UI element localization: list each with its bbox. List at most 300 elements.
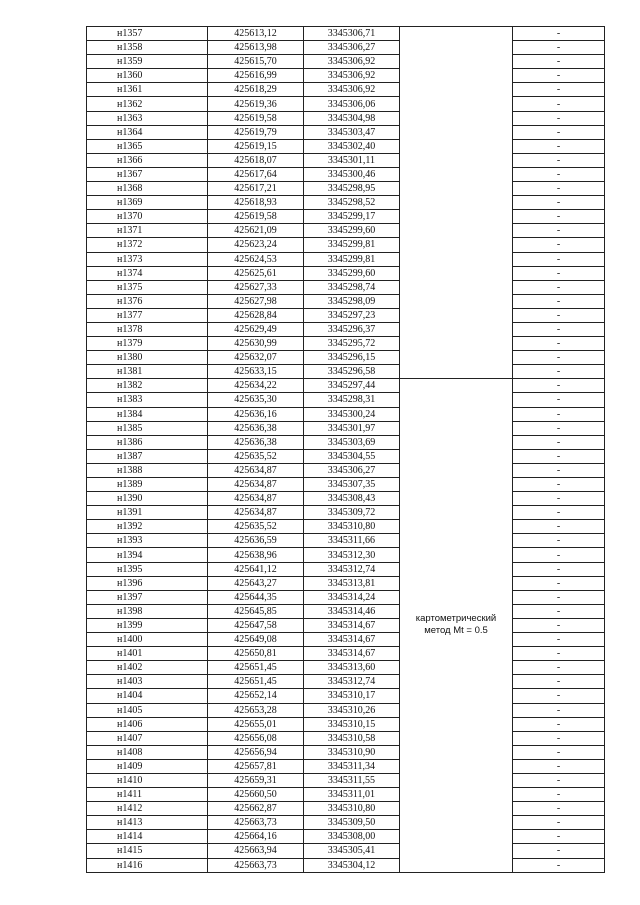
- y-coordinate-cell: 3345308,00: [304, 830, 400, 844]
- error-cell: -: [513, 125, 605, 139]
- x-coordinate-cell: 425613,98: [208, 41, 304, 55]
- error-cell: -: [513, 731, 605, 745]
- x-coordinate-cell: 425634,87: [208, 478, 304, 492]
- table-row: [87, 196, 605, 210]
- y-coordinate-cell: 3345296,58: [304, 365, 400, 379]
- error-cell: -: [513, 182, 605, 196]
- error-cell: -: [513, 816, 605, 830]
- point-name-cell: н1365: [87, 139, 208, 153]
- x-coordinate-cell: 425641,12: [208, 562, 304, 576]
- point-name-cell: н1384: [87, 407, 208, 421]
- point-name-cell: н1394: [87, 548, 208, 562]
- y-coordinate-cell: 3345300,46: [304, 167, 400, 181]
- y-coordinate-cell: 3345306,27: [304, 463, 400, 477]
- error-cell: -: [513, 745, 605, 759]
- table-row: [87, 449, 605, 463]
- table-row: [87, 562, 605, 576]
- y-coordinate-cell: 3345310,80: [304, 520, 400, 534]
- table-row: [87, 280, 605, 294]
- point-name-cell: н1358: [87, 41, 208, 55]
- table-row: [87, 27, 605, 41]
- table-row: [87, 139, 605, 153]
- y-coordinate-cell: 3345304,55: [304, 449, 400, 463]
- y-coordinate-cell: 3345309,50: [304, 816, 400, 830]
- x-coordinate-cell: 425634,87: [208, 463, 304, 477]
- x-coordinate-cell: 425619,79: [208, 125, 304, 139]
- point-name-cell: н1375: [87, 280, 208, 294]
- x-coordinate-cell: 425660,50: [208, 788, 304, 802]
- y-coordinate-cell: 3345303,47: [304, 125, 400, 139]
- y-coordinate-cell: 3345310,15: [304, 717, 400, 731]
- point-name-cell: н1376: [87, 294, 208, 308]
- x-coordinate-cell: 425619,15: [208, 139, 304, 153]
- point-name-cell: н1363: [87, 111, 208, 125]
- x-coordinate-cell: 425633,15: [208, 365, 304, 379]
- error-cell: -: [513, 858, 605, 872]
- table-row: [87, 773, 605, 787]
- point-name-cell: н1373: [87, 252, 208, 266]
- error-cell: -: [513, 224, 605, 238]
- error-cell: -: [513, 506, 605, 520]
- x-coordinate-cell: 425616,99: [208, 69, 304, 83]
- x-coordinate-cell: 425613,12: [208, 27, 304, 41]
- table-row: [87, 308, 605, 322]
- y-coordinate-cell: 3345297,23: [304, 308, 400, 322]
- y-coordinate-cell: 3345296,15: [304, 351, 400, 365]
- x-coordinate-cell: 425651,45: [208, 661, 304, 675]
- table-row: [87, 830, 605, 844]
- y-coordinate-cell: 3345310,26: [304, 703, 400, 717]
- x-coordinate-cell: 425649,08: [208, 633, 304, 647]
- table-row: [87, 41, 605, 55]
- table-row: [87, 238, 605, 252]
- error-cell: -: [513, 266, 605, 280]
- y-coordinate-cell: 3345306,06: [304, 97, 400, 111]
- table-row: [87, 125, 605, 139]
- y-coordinate-cell: 3345306,27: [304, 41, 400, 55]
- x-coordinate-cell: 425634,87: [208, 492, 304, 506]
- error-cell: -: [513, 139, 605, 153]
- x-coordinate-cell: 425625,61: [208, 266, 304, 280]
- point-name-cell: н1391: [87, 506, 208, 520]
- table-row: [87, 182, 605, 196]
- point-name-cell: н1381: [87, 365, 208, 379]
- y-coordinate-cell: 3345306,92: [304, 55, 400, 69]
- point-name-cell: н1396: [87, 576, 208, 590]
- y-coordinate-cell: 3345310,80: [304, 802, 400, 816]
- point-name-cell: н1408: [87, 745, 208, 759]
- point-name-cell: н1360: [87, 69, 208, 83]
- table-row: [87, 675, 605, 689]
- x-coordinate-cell: 425655,01: [208, 717, 304, 731]
- table-row: [87, 759, 605, 773]
- table-row: [87, 618, 605, 632]
- error-cell: -: [513, 365, 605, 379]
- point-name-cell: н1362: [87, 97, 208, 111]
- point-name-cell: н1359: [87, 55, 208, 69]
- point-name-cell: н1397: [87, 590, 208, 604]
- x-coordinate-cell: 425623,24: [208, 238, 304, 252]
- point-name-cell: н1382: [87, 379, 208, 393]
- point-name-cell: н1402: [87, 661, 208, 675]
- y-coordinate-cell: 3345312,74: [304, 675, 400, 689]
- error-cell: -: [513, 675, 605, 689]
- coordinates-table-body: [87, 27, 605, 873]
- x-coordinate-cell: 425619,58: [208, 210, 304, 224]
- y-coordinate-cell: 3345311,66: [304, 534, 400, 548]
- table-row: [87, 647, 605, 661]
- point-name-cell: н1374: [87, 266, 208, 280]
- y-coordinate-cell: 3345314,67: [304, 618, 400, 632]
- x-coordinate-cell: 425636,16: [208, 407, 304, 421]
- error-cell: -: [513, 196, 605, 210]
- error-cell: -: [513, 576, 605, 590]
- table-row: [87, 506, 605, 520]
- point-name-cell: н1372: [87, 238, 208, 252]
- error-cell: -: [513, 689, 605, 703]
- x-coordinate-cell: 425647,58: [208, 618, 304, 632]
- table-row: [87, 337, 605, 351]
- error-cell: -: [513, 294, 605, 308]
- x-coordinate-cell: 425657,81: [208, 759, 304, 773]
- table-row: [87, 534, 605, 548]
- y-coordinate-cell: 3345306,92: [304, 69, 400, 83]
- x-coordinate-cell: 425617,64: [208, 167, 304, 181]
- point-name-cell: н1398: [87, 604, 208, 618]
- table-row: [87, 421, 605, 435]
- y-coordinate-cell: 3345314,46: [304, 604, 400, 618]
- error-cell: -: [513, 830, 605, 844]
- method-cell: картометрический метод Mt = 0.5: [400, 379, 513, 872]
- error-cell: -: [513, 210, 605, 224]
- x-coordinate-cell: 425636,38: [208, 435, 304, 449]
- y-coordinate-cell: 3345305,41: [304, 844, 400, 858]
- table-row: [87, 478, 605, 492]
- x-coordinate-cell: 425659,31: [208, 773, 304, 787]
- point-name-cell: н1378: [87, 322, 208, 336]
- table-row: [87, 858, 605, 872]
- table-row: [87, 294, 605, 308]
- table-row: [87, 745, 605, 759]
- point-name-cell: н1410: [87, 773, 208, 787]
- y-coordinate-cell: 3345304,98: [304, 111, 400, 125]
- point-name-cell: н1409: [87, 759, 208, 773]
- error-cell: -: [513, 407, 605, 421]
- x-coordinate-cell: 425651,45: [208, 675, 304, 689]
- y-coordinate-cell: 3345298,31: [304, 393, 400, 407]
- x-coordinate-cell: 425644,35: [208, 590, 304, 604]
- x-coordinate-cell: 425635,30: [208, 393, 304, 407]
- table-row: [87, 111, 605, 125]
- error-cell: -: [513, 27, 605, 41]
- y-coordinate-cell: 3345295,72: [304, 337, 400, 351]
- point-name-cell: н1370: [87, 210, 208, 224]
- table-row: [87, 717, 605, 731]
- table-row: [87, 393, 605, 407]
- x-coordinate-cell: 425663,73: [208, 858, 304, 872]
- y-coordinate-cell: 3345304,12: [304, 858, 400, 872]
- table-row: [87, 576, 605, 590]
- point-name-cell: н1393: [87, 534, 208, 548]
- y-coordinate-cell: 3345296,37: [304, 322, 400, 336]
- error-cell: -: [513, 308, 605, 322]
- error-cell: -: [513, 590, 605, 604]
- error-cell: -: [513, 153, 605, 167]
- table-row: [87, 661, 605, 675]
- y-coordinate-cell: 3345313,81: [304, 576, 400, 590]
- point-name-cell: н1412: [87, 802, 208, 816]
- point-name-cell: н1386: [87, 435, 208, 449]
- y-coordinate-cell: 3345299,81: [304, 238, 400, 252]
- error-cell: -: [513, 41, 605, 55]
- table-row: [87, 224, 605, 238]
- error-cell: -: [513, 492, 605, 506]
- x-coordinate-cell: 425645,85: [208, 604, 304, 618]
- point-name-cell: н1416: [87, 858, 208, 872]
- y-coordinate-cell: 3345298,74: [304, 280, 400, 294]
- error-cell: -: [513, 618, 605, 632]
- x-coordinate-cell: 425664,16: [208, 830, 304, 844]
- y-coordinate-cell: 3345297,44: [304, 379, 400, 393]
- error-cell: -: [513, 478, 605, 492]
- point-name-cell: н1414: [87, 830, 208, 844]
- table-row: [87, 153, 605, 167]
- point-name-cell: н1383: [87, 393, 208, 407]
- point-name-cell: н1390: [87, 492, 208, 506]
- point-name-cell: н1388: [87, 463, 208, 477]
- x-coordinate-cell: 425617,21: [208, 182, 304, 196]
- table-row: [87, 633, 605, 647]
- x-coordinate-cell: 425621,09: [208, 224, 304, 238]
- error-cell: -: [513, 463, 605, 477]
- table-row: [87, 816, 605, 830]
- table-row: [87, 407, 605, 421]
- error-cell: -: [513, 421, 605, 435]
- table-row: [87, 689, 605, 703]
- error-cell: -: [513, 773, 605, 787]
- table-row: [87, 365, 605, 379]
- error-cell: -: [513, 280, 605, 294]
- error-cell: -: [513, 111, 605, 125]
- point-name-cell: н1377: [87, 308, 208, 322]
- error-cell: -: [513, 633, 605, 647]
- x-coordinate-cell: 425663,73: [208, 816, 304, 830]
- x-coordinate-cell: 425653,28: [208, 703, 304, 717]
- table-row: [87, 266, 605, 280]
- error-cell: -: [513, 844, 605, 858]
- error-cell: -: [513, 647, 605, 661]
- point-name-cell: н1379: [87, 337, 208, 351]
- table-row: [87, 69, 605, 83]
- error-cell: -: [513, 520, 605, 534]
- table-row: [87, 351, 605, 365]
- error-cell: -: [513, 351, 605, 365]
- point-name-cell: н1380: [87, 351, 208, 365]
- x-coordinate-cell: 425628,84: [208, 308, 304, 322]
- error-cell: -: [513, 548, 605, 562]
- y-coordinate-cell: 3345301,11: [304, 153, 400, 167]
- x-coordinate-cell: 425643,27: [208, 576, 304, 590]
- x-coordinate-cell: 425618,29: [208, 83, 304, 97]
- y-coordinate-cell: 3345310,90: [304, 745, 400, 759]
- y-coordinate-cell: 3345314,67: [304, 633, 400, 647]
- table-row: [87, 97, 605, 111]
- error-cell: -: [513, 322, 605, 336]
- x-coordinate-cell: 425630,99: [208, 337, 304, 351]
- error-cell: -: [513, 69, 605, 83]
- table-row: [87, 844, 605, 858]
- y-coordinate-cell: 3345311,01: [304, 788, 400, 802]
- y-coordinate-cell: 3345301,97: [304, 421, 400, 435]
- error-cell: -: [513, 759, 605, 773]
- error-cell: -: [513, 562, 605, 576]
- point-name-cell: н1392: [87, 520, 208, 534]
- x-coordinate-cell: 425619,58: [208, 111, 304, 125]
- error-cell: -: [513, 788, 605, 802]
- x-coordinate-cell: 425619,36: [208, 97, 304, 111]
- x-coordinate-cell: 425663,94: [208, 844, 304, 858]
- x-coordinate-cell: 425638,96: [208, 548, 304, 562]
- table-row: [87, 492, 605, 506]
- point-name-cell: н1401: [87, 647, 208, 661]
- y-coordinate-cell: 3345306,92: [304, 83, 400, 97]
- y-coordinate-cell: 3345312,74: [304, 562, 400, 576]
- y-coordinate-cell: 3345312,30: [304, 548, 400, 562]
- table-row: [87, 83, 605, 97]
- table-row: [87, 520, 605, 534]
- error-cell: -: [513, 534, 605, 548]
- error-cell: -: [513, 55, 605, 69]
- x-coordinate-cell: 425632,07: [208, 351, 304, 365]
- point-name-cell: н1404: [87, 689, 208, 703]
- error-cell: -: [513, 661, 605, 675]
- x-coordinate-cell: 425618,93: [208, 196, 304, 210]
- error-cell: -: [513, 238, 605, 252]
- error-cell: -: [513, 604, 605, 618]
- method-cell-empty: [400, 27, 513, 379]
- y-coordinate-cell: 3345298,95: [304, 182, 400, 196]
- table-row: [87, 731, 605, 745]
- y-coordinate-cell: 3345299,81: [304, 252, 400, 266]
- table-row: [87, 604, 605, 618]
- point-name-cell: н1369: [87, 196, 208, 210]
- x-coordinate-cell: 425624,53: [208, 252, 304, 266]
- point-name-cell: н1357: [87, 27, 208, 41]
- table-row: [87, 590, 605, 604]
- y-coordinate-cell: 3345298,52: [304, 196, 400, 210]
- table-row: [87, 788, 605, 802]
- table-row: [87, 322, 605, 336]
- y-coordinate-cell: 3345299,17: [304, 210, 400, 224]
- table-row: [87, 379, 605, 393]
- x-coordinate-cell: 425635,52: [208, 449, 304, 463]
- error-cell: -: [513, 717, 605, 731]
- error-cell: -: [513, 435, 605, 449]
- point-name-cell: н1405: [87, 703, 208, 717]
- y-coordinate-cell: 3345303,69: [304, 435, 400, 449]
- point-name-cell: н1415: [87, 844, 208, 858]
- point-name-cell: н1400: [87, 633, 208, 647]
- point-name-cell: н1367: [87, 167, 208, 181]
- y-coordinate-cell: 3345313,60: [304, 661, 400, 675]
- x-coordinate-cell: 425650,81: [208, 647, 304, 661]
- point-name-cell: н1364: [87, 125, 208, 139]
- table-row: [87, 210, 605, 224]
- point-name-cell: н1361: [87, 83, 208, 97]
- x-coordinate-cell: 425627,33: [208, 280, 304, 294]
- y-coordinate-cell: 3345311,34: [304, 759, 400, 773]
- error-cell: -: [513, 337, 605, 351]
- error-cell: -: [513, 449, 605, 463]
- error-cell: -: [513, 393, 605, 407]
- x-coordinate-cell: 425618,07: [208, 153, 304, 167]
- x-coordinate-cell: 425636,59: [208, 534, 304, 548]
- error-cell: -: [513, 802, 605, 816]
- x-coordinate-cell: 425635,52: [208, 520, 304, 534]
- table-row: [87, 548, 605, 562]
- table-row: [87, 167, 605, 181]
- x-coordinate-cell: 425656,08: [208, 731, 304, 745]
- y-coordinate-cell: 3345298,09: [304, 294, 400, 308]
- point-name-cell: н1407: [87, 731, 208, 745]
- y-coordinate-cell: 3345302,40: [304, 139, 400, 153]
- x-coordinate-cell: 425634,87: [208, 506, 304, 520]
- y-coordinate-cell: 3345300,24: [304, 407, 400, 421]
- y-coordinate-cell: 3345306,71: [304, 27, 400, 41]
- y-coordinate-cell: 3345311,55: [304, 773, 400, 787]
- point-name-cell: н1371: [87, 224, 208, 238]
- y-coordinate-cell: 3345314,67: [304, 647, 400, 661]
- x-coordinate-cell: 425627,98: [208, 294, 304, 308]
- point-name-cell: н1413: [87, 816, 208, 830]
- x-coordinate-cell: 425629,49: [208, 322, 304, 336]
- point-name-cell: н1387: [87, 449, 208, 463]
- y-coordinate-cell: 3345299,60: [304, 224, 400, 238]
- y-coordinate-cell: 3345314,24: [304, 590, 400, 604]
- error-cell: -: [513, 97, 605, 111]
- error-cell: -: [513, 83, 605, 97]
- error-cell: -: [513, 703, 605, 717]
- x-coordinate-cell: 425636,38: [208, 421, 304, 435]
- point-name-cell: н1385: [87, 421, 208, 435]
- table-row: [87, 435, 605, 449]
- point-name-cell: н1389: [87, 478, 208, 492]
- y-coordinate-cell: 3345308,43: [304, 492, 400, 506]
- point-name-cell: н1399: [87, 618, 208, 632]
- x-coordinate-cell: 425634,22: [208, 379, 304, 393]
- x-coordinate-cell: 425652,14: [208, 689, 304, 703]
- x-coordinate-cell: 425662,87: [208, 802, 304, 816]
- y-coordinate-cell: 3345310,17: [304, 689, 400, 703]
- x-coordinate-cell: 425615,70: [208, 55, 304, 69]
- table-row: [87, 802, 605, 816]
- point-name-cell: н1403: [87, 675, 208, 689]
- error-cell: -: [513, 167, 605, 181]
- point-name-cell: н1366: [87, 153, 208, 167]
- point-name-cell: н1368: [87, 182, 208, 196]
- y-coordinate-cell: 3345309,72: [304, 506, 400, 520]
- point-name-cell: н1395: [87, 562, 208, 576]
- error-cell: -: [513, 252, 605, 266]
- table-row: [87, 463, 605, 477]
- point-name-cell: н1411: [87, 788, 208, 802]
- y-coordinate-cell: 3345299,60: [304, 266, 400, 280]
- error-cell: -: [513, 379, 605, 393]
- y-coordinate-cell: 3345310,58: [304, 731, 400, 745]
- table-row: [87, 703, 605, 717]
- y-coordinate-cell: 3345307,35: [304, 478, 400, 492]
- table-row: [87, 55, 605, 69]
